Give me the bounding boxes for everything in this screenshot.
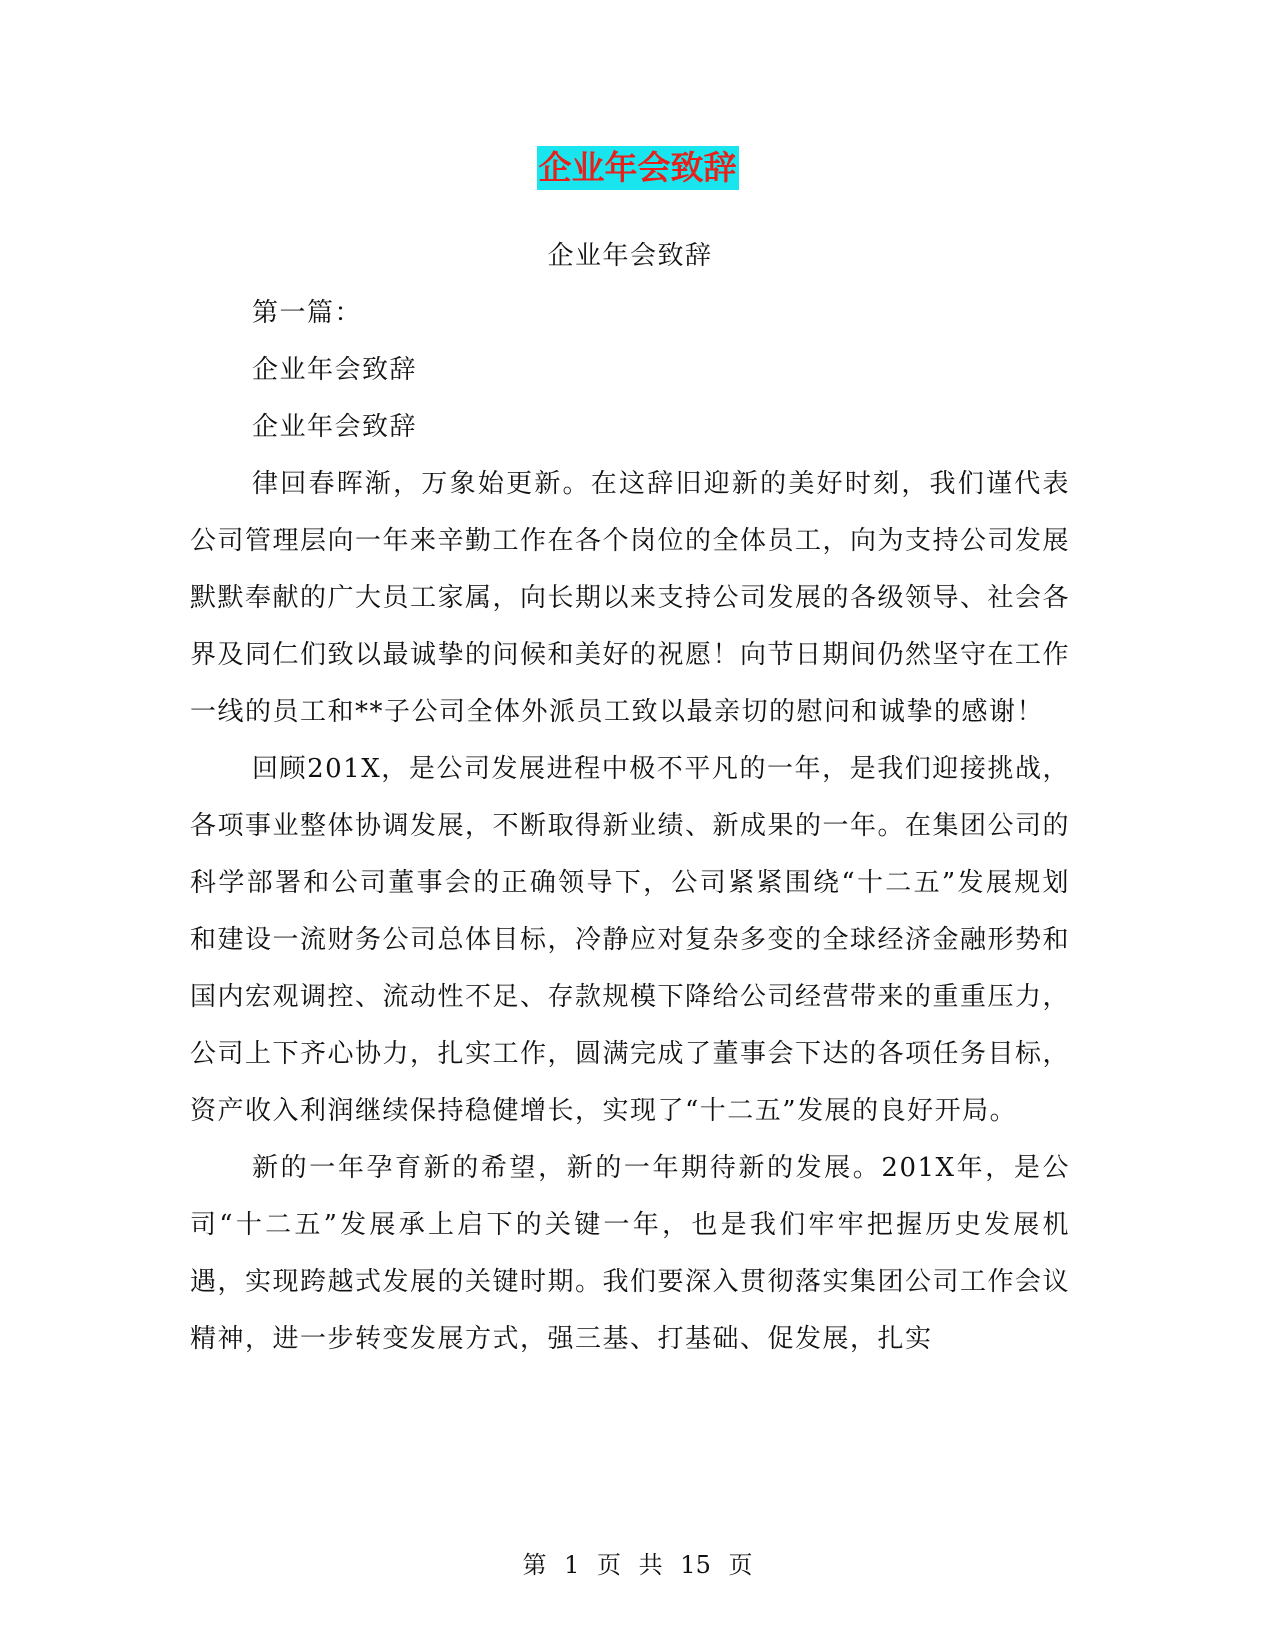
paragraph-outlook: 新的一年孕育新的希望，新的一年期待新的发展。201X年，是公司“十二五”发展承上启下的关键一年，也是我们牢牢把握历史发展机遇，实现跨越式发展的关键时期。我们要深入贯彻落实集团公司工作会议精神，进一步转变发展方式，强三基、打基础、促发展，扎实	[190, 1153, 1071, 1354]
document-body	[190, 228, 1070, 1368]
paragraph-review: 回顾201X，是公司发展进程中极不平凡的一年，是我们迎接挑战，各项事业整体协调发展，不断取得新业绩、新成果的一年。在集团公司的科学部署和公司董事会的正确领导下，公司紧紧围绕“十二五”发展规划和建设一流财务公司总体目标，冷静应对复杂多变的全球经济金融形势和国内宏观调控、流动性不足、存款规模下降给公司经营带来的重重压力，公司上下齐心协力，扎实工作，圆满完成了董事会下达的各项任务目标，资产收入利润继续保持稳健增长，实现了“十二五”发展的良好开局。	[190, 754, 1071, 1126]
paragraph-heading: 第一篇：	[252, 298, 363, 328]
document-title: 企业年会致辞	[537, 146, 739, 190]
paragraph-title-1: 企业年会致辞	[252, 355, 418, 385]
paragraph-title-2: 企业年会致辞	[252, 412, 418, 442]
paragraph-greeting: 律回春晖渐，万象始更新。在这辞旧迎新的美好时刻，我们谨代表公司管理层向一年来辛勤工作在各个岗位的全体员工，向为支持公司发展默默奉献的广大员工家属，向长期以来支持公司发展的各级领导、社会各界及同仁们致以最诚挚的问候和美好的祝愿！向节日期间仍然坚守在工作一线的员工和**子公司全体外派员工致以最亲切的慰问和诚挚的感谢！	[190, 469, 1071, 727]
page-footer: 第 1 页 共 15 页	[522, 1551, 753, 1579]
document-subtitle: 企业年会致辞	[547, 241, 713, 271]
title-container	[0, 146, 1275, 190]
